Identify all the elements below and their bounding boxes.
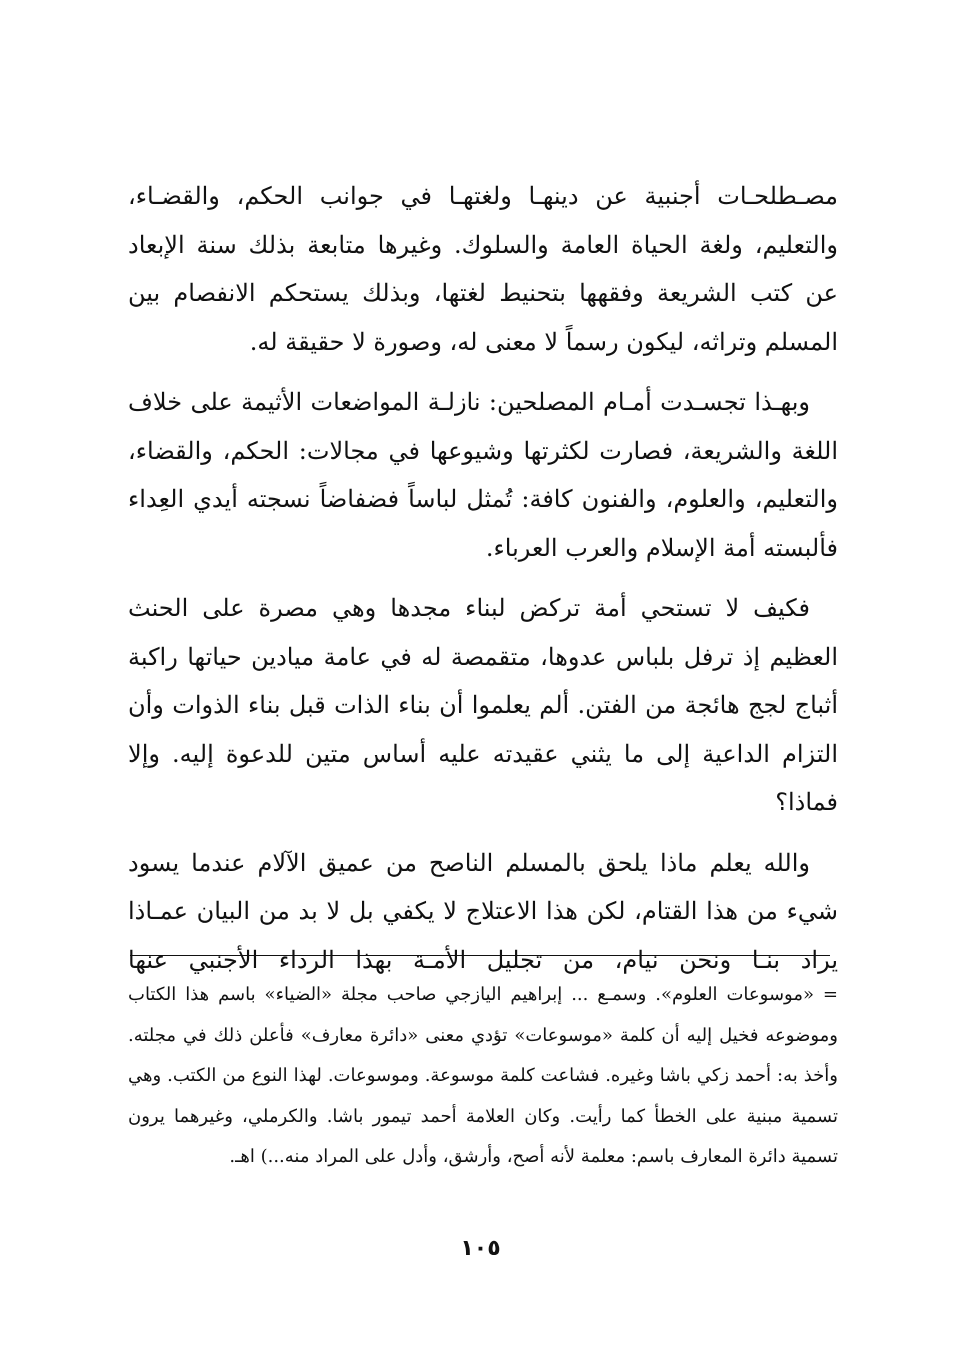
main-text — [128, 172, 838, 984]
footnote — [128, 975, 838, 1178]
page-number: ١٠٥ — [460, 1236, 501, 1261]
paragraph-2: وبهـذا تجسـدت أمـام المصلحين: نازلـة المواضعات الأثيمة على خلاف اللغة والشريعة، فصارت لكثرتها وشيوعها في مجالات: الحكم، والقضاء، والتعليم، والعلوم، والفنون كافة: تُمثل لباساً فضفاضاً نسجته أيدي العِداء فألبسته أمة الإسلام والعرب العرباء. — [128, 388, 838, 562]
footnote-text: = «موسوعات العلوم». وسمـع ... إبراهيم اليازجي صاحب مجلة «الضياء» باسم هذا الكتاب وموضوعه فخيل إليه أن كلمة «موسوعات» تؤدي معنى «دائرة معارف» فأعلن ذلك في مجلته. وأخذ به: أحمد زكي باشا وغيره. فشاعت كلمة موسوعة. وموسوعات. لهذا النوع من الكتب. وهي تسمية مبنية على الخطأ كما رأيت. وكان العلامة أحمد تيمور باشا. والكرملي، وغيرهما يرون تسمية دائرة المعارف باسم: معلمة لأنه أصح، وأرشق، وأدل على المراد منه...) اهـ. — [128, 984, 838, 1167]
paragraph-4: والله يعلم ماذا يلحق بالمسلم الناصح من عميق الآلام عندما يسود شيء من هذا القتام، لكن هذا الاعتلاج لا يكفي بل لا بد من البيان عمـاذا يراد بنـا ونحن نيام، من تجليل الأمـة بهذا الرداء الأجنبي عنها — [128, 848, 838, 974]
footnote-separator — [130, 955, 830, 956]
paragraph-3: فكيف لا تستحي أمة تركض لبناء مجدها وهي مصرة على الحنث العظيم إذ ترفل بلباس عدوها، متقمصة له في عامة ميادين حياتها راكبة أثباج لجج هائجة من الفتن. ألم يعلموا أن بناء الذات قبل بناء الذوات وأن التزام الداعية إلى ما يثني عقيدته عليه أساس متين للدعوة إليه. وإلا فماذا؟ — [128, 594, 838, 816]
paragraph-1: مصـطلحـات أجنبية عن دينهـا ولغتهـا في جوانب الحكم، والقضـاء، والتعليم، ولغة الحياة العامة والسلوك. وغيرها متابعة بذلك سنة الإبعاد عن كتب الشريعة وفقهها بتحنيط لغتها، وبذلك يستحكم الانفصام بين المسلم وتراثه، ليكون رسماً لا معنى له، وصورة لا حقيقة له. — [128, 182, 839, 356]
